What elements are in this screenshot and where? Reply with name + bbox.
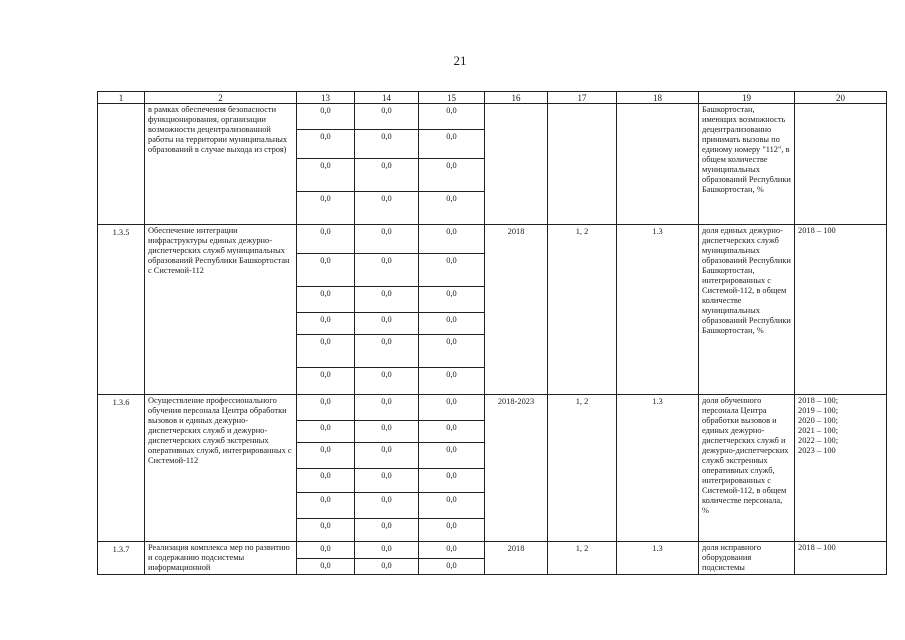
row-id-cell: 1.3.7	[98, 542, 145, 575]
header-cell: 15	[419, 92, 485, 104]
target-values-cell: 2018 – 100	[795, 225, 887, 395]
target-ref-cell: 1.3	[617, 225, 699, 395]
table-row	[98, 104, 887, 130]
value-cell: 0,0	[419, 335, 485, 368]
event-name-cell: Обеспечение интеграции инфраструктуры единых дежурно-диспетчерских служб муниципальных образований Республики Башкортостан с Системой-112	[145, 225, 297, 395]
header-cell: 14	[355, 92, 419, 104]
value-cell: 0,0	[419, 368, 485, 395]
header-cell: 1	[98, 92, 145, 104]
target-values-cell: 2018 – 100; 2019 – 100; 2020 – 100; 2021 – 100; 2022 – 100; 2023 – 100	[795, 395, 887, 542]
header-cell: 20	[795, 92, 887, 104]
task-cell: 1, 2	[548, 542, 617, 575]
task-cell: 1, 2	[548, 395, 617, 542]
value-cell: 0,0	[419, 469, 485, 493]
year-cell: 2018-2023	[485, 395, 548, 542]
event-name-cell: в рамках обеспечения безопасности функционирования, организации возможности децентрализованной работы на территории муниципальных образований в случае выхода из строя)	[145, 104, 297, 225]
value-cell: 0,0	[297, 192, 355, 225]
value-cell: 0,0	[355, 335, 419, 368]
header-cell: 2	[145, 92, 297, 104]
value-cell: 0,0	[355, 519, 419, 542]
header-cell: 13	[297, 92, 355, 104]
header-cell: 17	[548, 92, 617, 104]
target-ref-cell	[617, 104, 699, 225]
value-cell: 0,0	[355, 421, 419, 443]
value-cell: 0,0	[419, 395, 485, 421]
value-cell: 0,0	[355, 159, 419, 192]
value-cell: 0,0	[297, 519, 355, 542]
value-cell: 0,0	[297, 542, 355, 559]
indicator-cell: доля обученного персонала Центра обработки вызовов и единых дежурно-диспетчерских служб и дежурно-диспетчерских служб экстренных оперативных служб, интегрированных с Системой-112, в общем количестве персонала, %	[699, 395, 795, 542]
value-cell: 0,0	[419, 443, 485, 469]
value-cell: 0,0	[419, 421, 485, 443]
value-cell: 0,0	[355, 287, 419, 313]
value-cell: 0,0	[419, 192, 485, 225]
value-cell: 0,0	[419, 559, 485, 575]
value-cell: 0,0	[419, 542, 485, 559]
value-cell: 0,0	[297, 395, 355, 421]
value-cell: 0,0	[355, 254, 419, 287]
indicator-cell: доля единых дежурно-диспетчерских служб муниципальных образований Республики Башкортостан, интегрированных с Системой-112, в общем количестве муниципальных образований Республики Башкортостан, %	[699, 225, 795, 395]
target-ref-cell: 1.3	[617, 542, 699, 575]
value-cell: 0,0	[297, 368, 355, 395]
value-cell: 0,0	[297, 335, 355, 368]
value-cell: 0,0	[297, 104, 355, 130]
year-cell	[485, 104, 548, 225]
value-cell: 0,0	[419, 254, 485, 287]
target-ref-cell: 1.3	[617, 395, 699, 542]
value-cell: 0,0	[297, 493, 355, 519]
row-id-cell: 1.3.6	[98, 395, 145, 542]
value-cell: 0,0	[355, 395, 419, 421]
value-cell: 0,0	[419, 519, 485, 542]
value-cell: 0,0	[355, 313, 419, 335]
indicator-cell: доля исправного оборудования подсистемы	[699, 542, 795, 575]
value-cell: 0,0	[419, 493, 485, 519]
indicator-cell: Башкортостан, имеющих возможность децентрализованно принимать вызовы по единому номеру "112", в общем количестве муниципальных образований Республики Башкортостан, %	[699, 104, 795, 225]
value-cell: 0,0	[355, 469, 419, 493]
value-cell: 0,0	[355, 368, 419, 395]
header-cell: 19	[699, 92, 795, 104]
value-cell: 0,0	[355, 443, 419, 469]
target-values-cell: 2018 – 100	[795, 542, 887, 575]
value-cell: 0,0	[355, 225, 419, 254]
value-cell: 0,0	[297, 159, 355, 192]
task-cell	[548, 104, 617, 225]
value-cell: 0,0	[419, 104, 485, 130]
row-id-cell: 1.3.5	[98, 225, 145, 395]
table-row	[98, 542, 887, 559]
event-name-cell: Осуществление профессионального обучения персонала Центра обработки вызовов и единых дежурно-диспетчерских служб и дежурно-диспетчерских служб экстренных оперативных служб, интегрированных с Системой-112	[145, 395, 297, 542]
table-row	[98, 225, 887, 254]
year-cell: 2018	[485, 542, 548, 575]
value-cell: 0,0	[419, 130, 485, 159]
value-cell: 0,0	[419, 313, 485, 335]
value-cell: 0,0	[297, 469, 355, 493]
value-cell: 0,0	[355, 559, 419, 575]
page-number: 21	[453, 53, 467, 68]
header-row	[98, 92, 887, 104]
value-cell: 0,0	[355, 192, 419, 225]
header-cell: 16	[485, 92, 548, 104]
document-table	[97, 91, 887, 575]
value-cell: 0,0	[355, 493, 419, 519]
value-cell: 0,0	[297, 559, 355, 575]
value-cell: 0,0	[297, 130, 355, 159]
year-cell: 2018	[485, 225, 548, 395]
task-cell: 1, 2	[548, 225, 617, 395]
row-id-cell	[98, 104, 145, 225]
value-cell: 0,0	[419, 159, 485, 192]
target-values-cell	[795, 104, 887, 225]
event-name-cell: Реализация комплекса мер по развитию и содержанию подсистемы информационной	[145, 542, 297, 575]
table-row	[98, 395, 887, 421]
value-cell: 0,0	[419, 225, 485, 254]
header-cell: 18	[617, 92, 699, 104]
value-cell: 0,0	[297, 443, 355, 469]
value-cell: 0,0	[355, 130, 419, 159]
value-cell: 0,0	[297, 313, 355, 335]
value-cell: 0,0	[297, 287, 355, 313]
value-cell: 0,0	[297, 421, 355, 443]
value-cell: 0,0	[355, 542, 419, 559]
value-cell: 0,0	[419, 287, 485, 313]
value-cell: 0,0	[355, 104, 419, 130]
value-cell: 0,0	[297, 254, 355, 287]
value-cell: 0,0	[297, 225, 355, 254]
